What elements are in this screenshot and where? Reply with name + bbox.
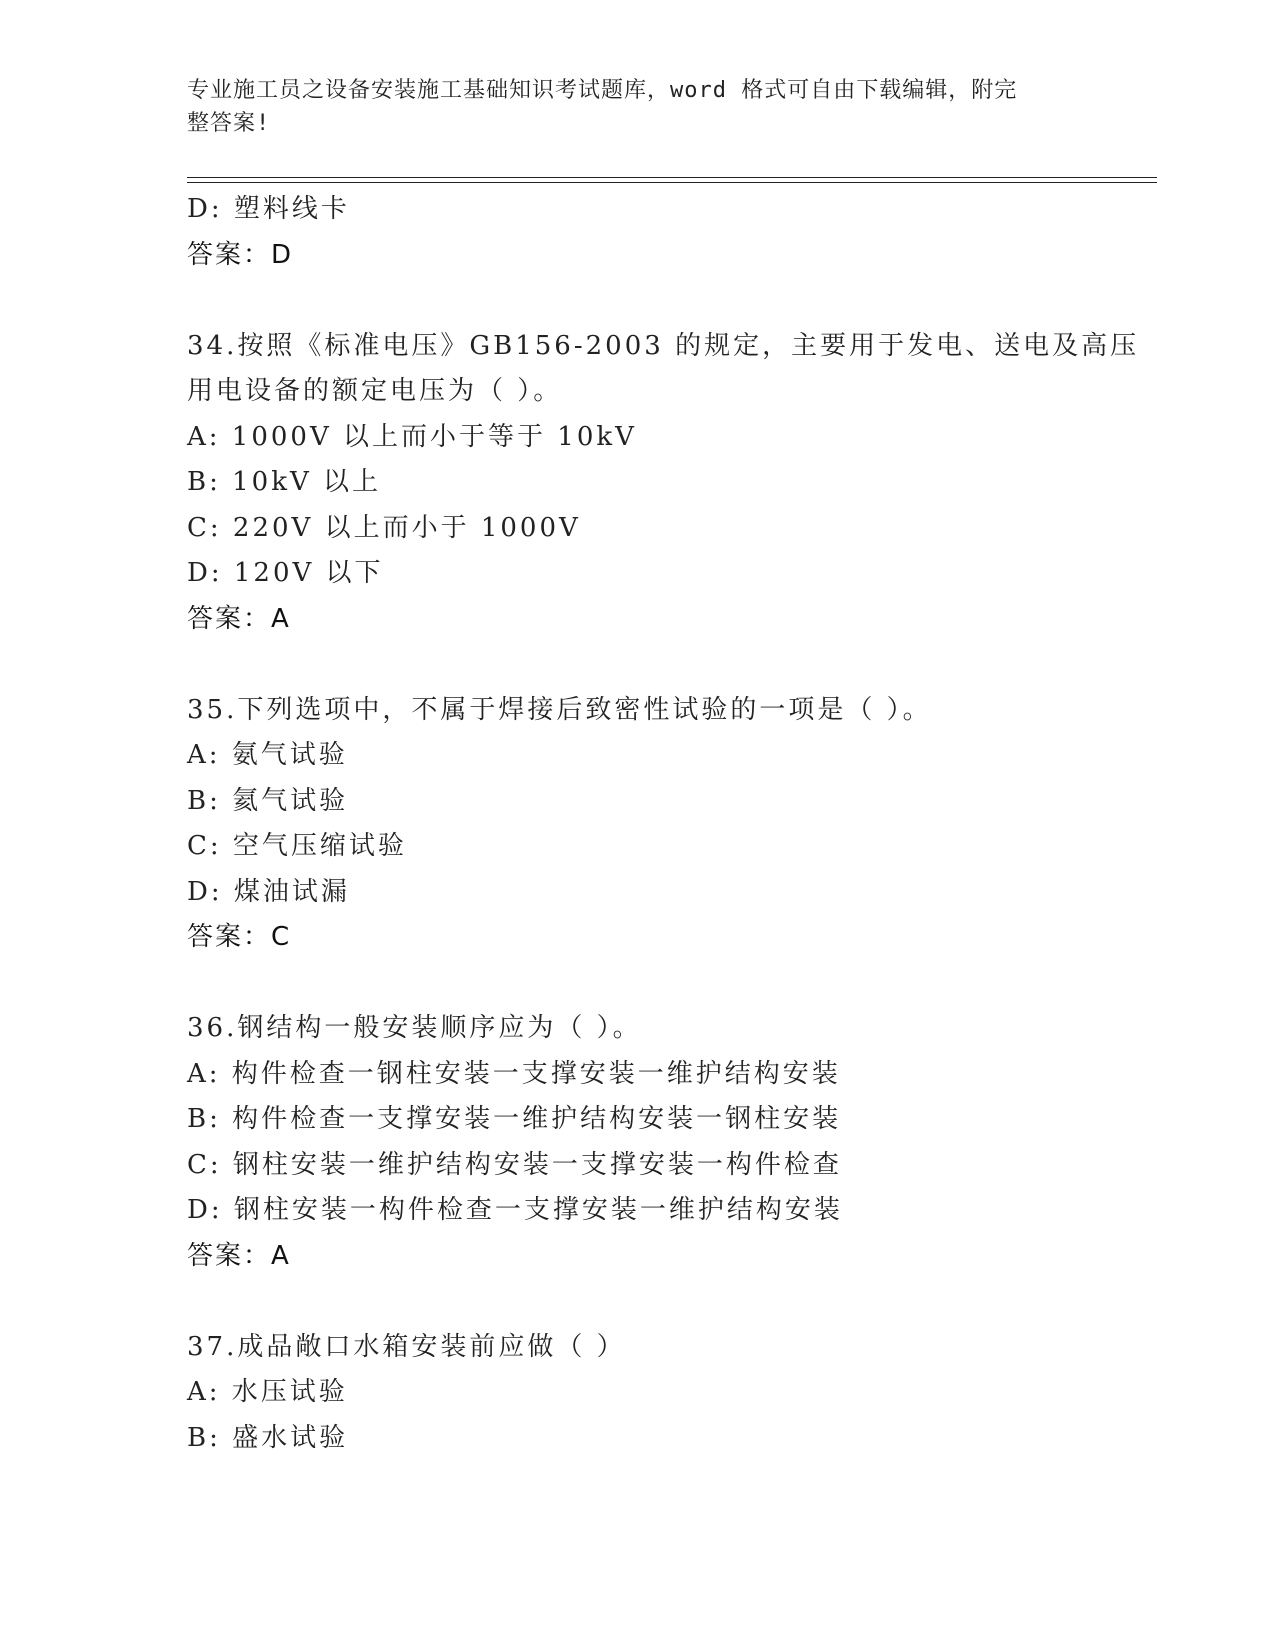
spacer xyxy=(187,642,1147,688)
answer: 答案：A xyxy=(187,1240,291,1271)
question-35 xyxy=(187,688,1147,961)
option-c: C: 空气压缩试验 xyxy=(187,831,407,861)
question-stem-continued: 用电设备的额定电压为（ ）。 xyxy=(187,376,563,406)
header-divider-bottom xyxy=(187,182,1157,183)
option-b: B: 构件检查一支撑安装一维护结构安装一钢柱安装 xyxy=(187,1104,842,1134)
question-stem: 36.钢结构一般安装顺序应为（ ）。 xyxy=(187,1013,642,1043)
option-b: B: 10kV 以上 xyxy=(187,467,382,497)
answer: 答案：C xyxy=(187,922,292,952)
question-stem: 37.成品敞口水箱安装前应做（ ） xyxy=(187,1331,626,1362)
spacer xyxy=(187,1279,1147,1325)
spacer xyxy=(187,278,1147,324)
option-c: C: 220V 以上而小于 1000V xyxy=(187,512,581,543)
option-a: A: 构件检查一钢柱安装一支撑安装一维护结构安装 xyxy=(187,1058,841,1089)
option-b: B: 盛水试验 xyxy=(187,1422,349,1453)
option-a: A: 1000V 以上而小于等于 10kV xyxy=(187,421,637,452)
document-header xyxy=(187,74,1067,140)
question-stem: 35.下列选项中，不属于焊接后致密性试验的一项是（ ）。 xyxy=(187,694,932,725)
option-b: B: 氦气试验 xyxy=(187,785,349,816)
option-d: D: 钢柱安装一构件检查一支撑安装一维护结构安装 xyxy=(187,1195,843,1225)
option-d: D: 120V 以下 xyxy=(187,558,384,588)
option-d: D: 煤油试漏 xyxy=(187,876,350,907)
question-stem: 34.按照《标准电压》GB156-2003 的规定，主要用于发电、送电及高压 xyxy=(187,330,1140,361)
question-37 xyxy=(187,1325,1147,1462)
spacer xyxy=(187,961,1147,1007)
prev-question-option-d: D: 塑料线卡 xyxy=(187,194,350,224)
header-divider-top xyxy=(187,177,1157,178)
question-36 xyxy=(187,1006,1147,1279)
header-line-1: 专业施工员之设备安装施工基础知识考试题库，word 格式可自由下载编辑，附完 xyxy=(187,78,1018,103)
option-a: A: 水压试验 xyxy=(187,1377,348,1407)
answer: 答案：A xyxy=(187,603,291,634)
option-c: C: 钢柱安装一维护结构安装一支撑安装一构件检查 xyxy=(187,1149,842,1180)
option-a: A: 氨气试验 xyxy=(187,740,348,770)
prev-question-answer: 答案：D xyxy=(187,239,294,270)
questions-content xyxy=(187,187,1147,1461)
header-line-2: 整答案! xyxy=(187,111,271,136)
question-34 xyxy=(187,324,1147,643)
